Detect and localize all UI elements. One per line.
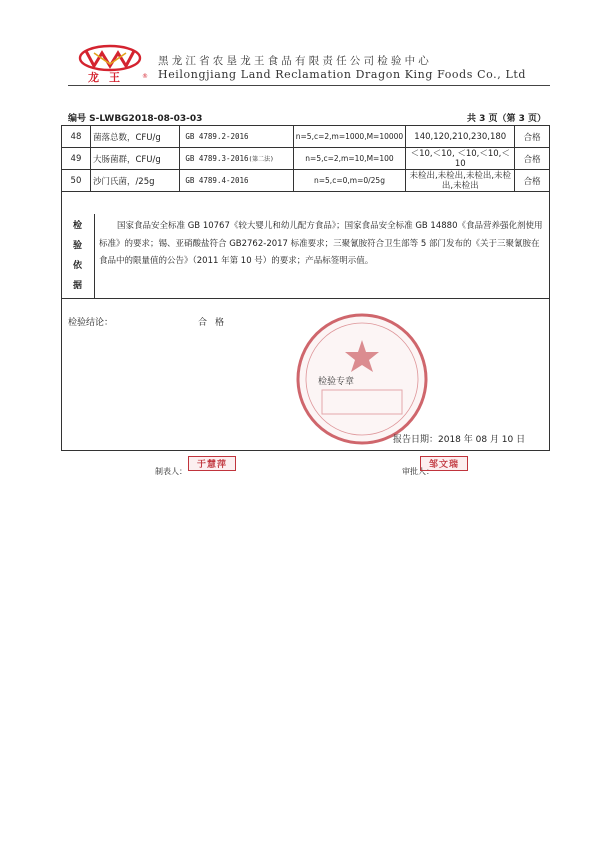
item-sampling-plan: n=5,c=0,m=0/25g [293,170,405,192]
compiler-signature-stamp: 于慧萍 [188,456,236,471]
basis-text: 国家食品安全标准 GB 10767《较大婴儿和幼儿配方食品》；国家食品安全标准 GB 14880《食品营养强化剂使用标准》的要求；锡、亚硝酸盐符合 GB2762-2017 标准要求；三聚氰胺符合卫生部等 5 部门发布的《关于三聚氰胺在食品中的限量值的公告》（2011 年第 10 号）的要求；产品标签明示值。 [99,221,543,266]
seal-label: 检验专章 [318,377,355,387]
item-name: 沙门氏菌，/25g [90,170,179,192]
test-items-table [61,125,550,192]
page-info: 共 3 页（第 3 页） [466,114,546,124]
dragon-king-logo [70,44,152,84]
item-result: 合格 [515,126,550,148]
standard-note: (第二法) [248,156,274,163]
registered-mark: ® [142,73,148,80]
item-sampling-plan: n=5,c=2,m=10,M=100 [293,148,405,170]
conclusion-value: 合格 [198,318,233,328]
logo-text: 龙王 [88,71,130,84]
inspection-seal-stamp [292,310,432,448]
table-row [62,148,550,170]
item-result: 合格 [515,148,550,170]
basis-divider [94,214,95,298]
item-measured-value: ＜10,＜10, ＜10,＜10,＜10 [406,148,515,170]
basis-label-char: 检 [72,221,82,231]
item-name: 菌落总数，CFU/g [90,126,179,148]
item-number: 50 [62,170,91,192]
basis-label [61,214,94,298]
reviewer-signature-stamp: 邹文瑞 [420,456,468,471]
item-measured-value: 140,120,210,230,180 [406,126,515,148]
standard-code: GB 4789.2-2016 [185,132,249,141]
table-row [62,126,550,148]
item-standard [180,126,293,148]
basis-label-char: 据 [72,281,82,291]
report-date: 报告日期：2018 年 08 月 10 日 [393,435,526,445]
item-number: 48 [62,126,91,148]
header-divider [68,85,550,86]
item-standard [180,148,293,170]
conclusion-label: 检验结论： [68,318,114,328]
standard-code: GB 4789.3-2016 [185,154,249,163]
document-number: 编号 S-LWBG2018-08-03-03 [68,114,203,124]
basis-label-char: 依 [72,261,82,271]
org-name-en: Heilongjiang Land Reclamation Dragon King Foods Co., Ltd [158,68,527,81]
item-number: 49 [62,148,91,170]
standard-code: GB 4789.4-2016 [185,176,249,185]
item-sampling-plan: n=5,c=2,m=1000,M=10000 [293,126,405,148]
item-measured-value: 未检出,未检出,未检出,未检出,未检出 [406,170,515,192]
reviewer-label: 审批人： [402,467,434,476]
item-standard [180,170,293,192]
basis-bottom-line [61,298,550,299]
item-result: 合格 [515,170,550,192]
compiler-label: 制表人： [155,467,187,476]
basis-label-char: 验 [72,241,82,251]
item-name: 大肠菌群，CFU/g [90,148,179,170]
org-name-cn: 黑龙江省农垦龙王食品有限责任公司检验中心 [158,55,432,67]
table-row [62,170,550,192]
